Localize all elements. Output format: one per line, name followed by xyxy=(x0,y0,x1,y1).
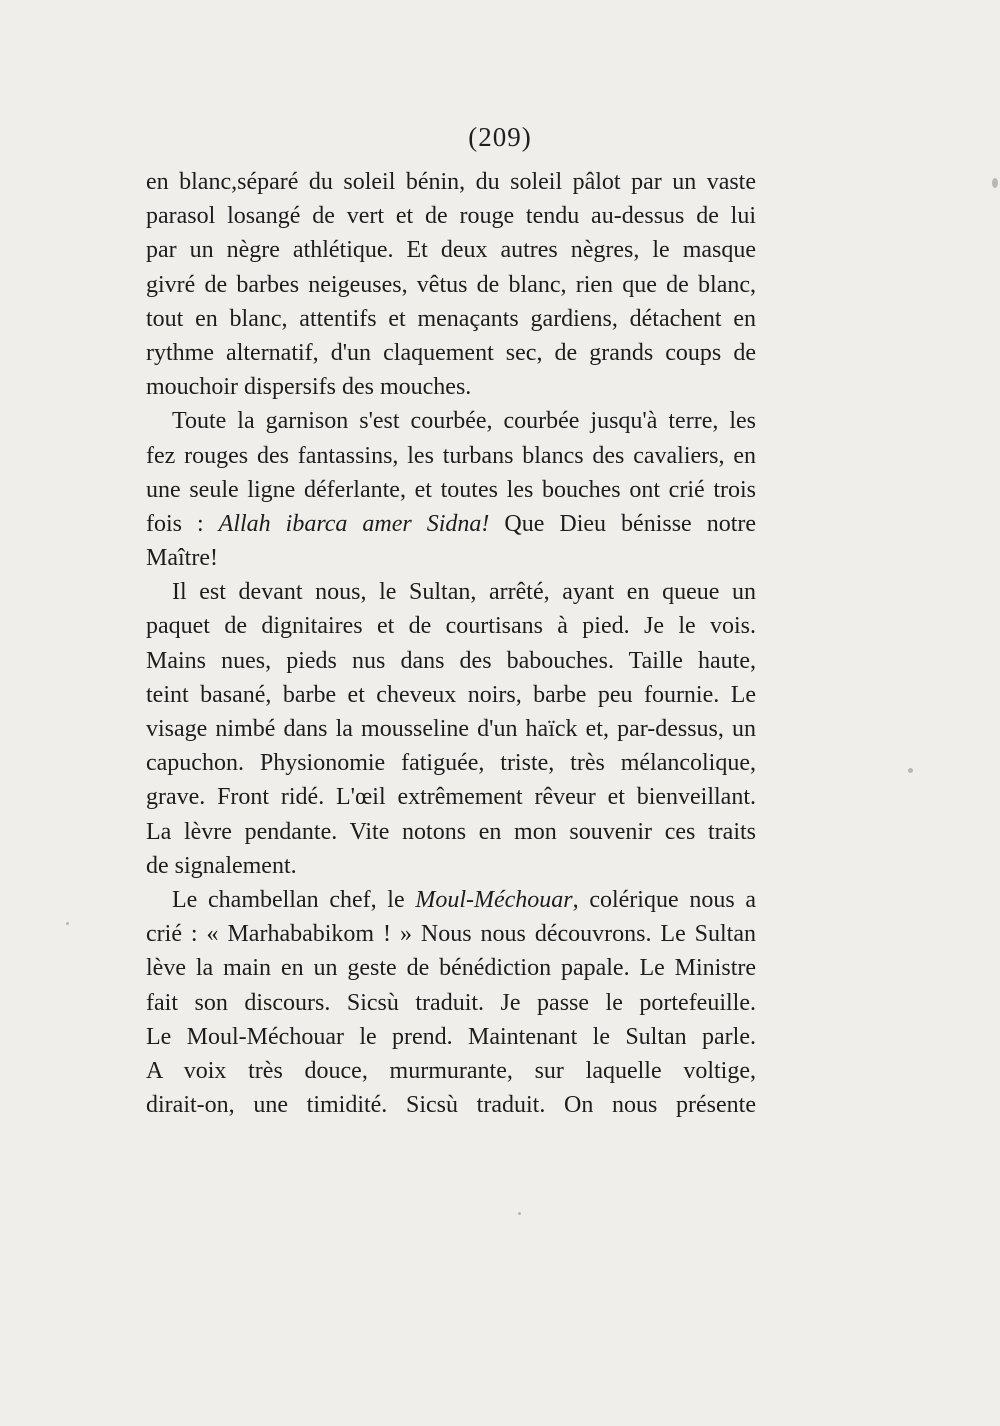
text-line: A voix très douce, murmurante, sur laquelle voltige, xyxy=(146,1057,756,1084)
paper-speck xyxy=(66,922,69,925)
text-line: en blanc,séparé du soleil bénin, du soleil pâlot par un vaste xyxy=(146,169,756,195)
paper-speck xyxy=(518,1212,521,1215)
text-line: givré de barbes neigeuses, vêtus de blanc, rien que de blanc, xyxy=(146,271,756,298)
text-line: par un nègre athlétique. Et deux autres nègres, le masque xyxy=(146,237,756,264)
text-line: teint basané, barbe et cheveux noirs, barbe peu fournie. Le xyxy=(146,681,756,708)
text-line: Il est devant nous, le Sultan, arrêté, ayant en queue un xyxy=(172,579,756,606)
italic-phrase: Allah ibarca amer Sidna! xyxy=(218,510,490,537)
text-line: dirait-on, une timidité. Sicsù traduit. On nous présente xyxy=(146,1092,756,1119)
text-line: Toute la garnison s'est courbée, courbée jusqu'à terre, les xyxy=(172,408,756,435)
text-line: grave. Front ridé. L'œil extrêmement rêveur et bienveillant. xyxy=(146,784,756,811)
body-text xyxy=(146,165,756,1122)
text-line: paquet de dignitaires et de courtisans à pied. Je le vois. xyxy=(146,613,756,640)
text-line: Le Moul-Méchouar le prend. Maintenant le Sultan parle. xyxy=(146,1023,756,1050)
italic-phrase: Moul-Méchouar xyxy=(415,886,573,913)
text-line: de signalement. xyxy=(146,852,297,879)
text-line: Maître! xyxy=(146,545,218,572)
text-line: Mains nues, pieds nus dans des babouches. Taille haute, xyxy=(146,647,756,674)
text-line: une seule ligne déferlante, et toutes les bouches ont crié trois xyxy=(146,476,756,503)
text-line: visage nimbé dans la mousseline d'un haïck et, par-dessus, un xyxy=(146,716,756,742)
paper-speck xyxy=(908,768,913,773)
text-line: tout en blanc, attentifs et menaçants gardiens, détachent en xyxy=(146,305,756,332)
text-line: crié : « Marhababikom ! » Nous nous découvrons. Le Sultan xyxy=(146,921,756,948)
text-line: capuchon. Physionomie fatiguée, triste, très mélancolique, xyxy=(146,750,756,777)
text-line: fois : Allah ibarca amer Sidna! Que Dieu bénisse notre xyxy=(146,510,757,537)
text-line: Le chambellan chef, le Moul-Méchouar, colérique nous a xyxy=(172,886,757,913)
text-line: parasol losangé de vert et de rouge tendu au-dessus de lui xyxy=(146,203,756,230)
text-line: lève la main en un geste de bénédiction papale. Le Ministre xyxy=(146,955,756,982)
text-line: fez rouges des fantassins, les turbans blancs des cavaliers, en xyxy=(146,442,756,469)
page-number: (209) xyxy=(468,122,532,152)
text-line: La lèvre pendante. Vite notons en mon souvenir ces traits xyxy=(146,818,756,845)
text-line: rythme alternatif, d'un claquement sec, de grands coups de xyxy=(146,339,756,366)
text-line: fait son discours. Sicsù traduit. Je passe le portefeuille. xyxy=(146,989,756,1016)
paper-speck xyxy=(992,178,998,188)
text-line: mouchoir dispersifs des mouches. xyxy=(146,374,472,401)
